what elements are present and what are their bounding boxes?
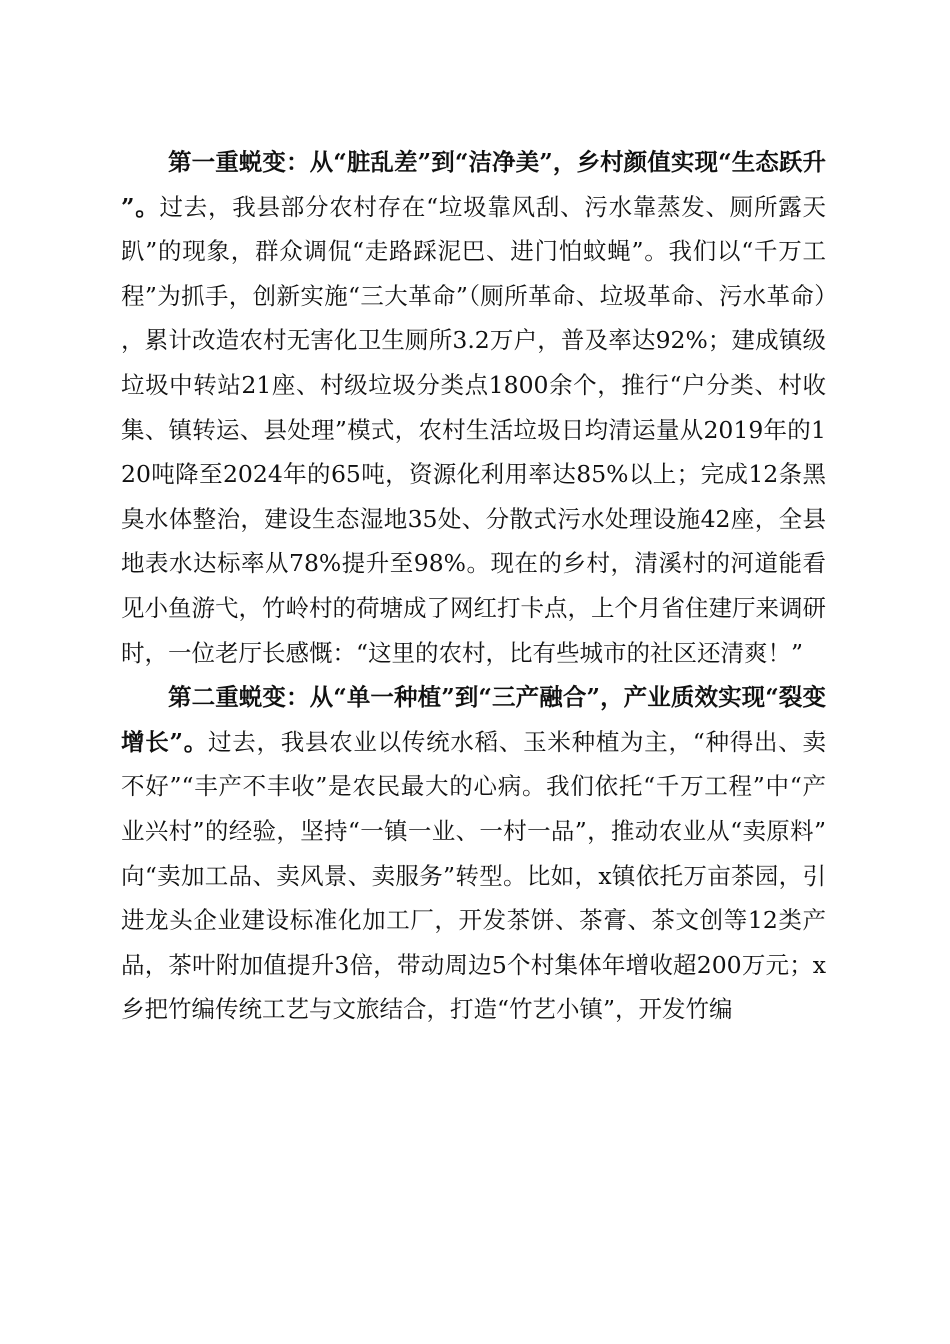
paragraph-2-body: 过去，我县农业以传统水稻、玉米种植为主，“种得出、卖不好”“丰产不丰收”是农民最大的心病。我们依托“千万工程”中“产业兴村”的经验，坚持“一镇一业、一村一品”，推动农业从“卖原料”向“卖加工品、卖风景、卖服务”转型。比如，x镇依托万亩茶园，引进龙头企业建设标准化加工厂，开发茶饼、茶膏、茶文创等12类产品，茶叶附加值提升3倍，带动周边5个村集体年增收超200万元；x乡把竹编传统工艺与文旅结合，打造“竹艺小镇”，开发竹编 <box>121 727 826 1024</box>
paragraph-2-heading: 第二重蜕变：从“单一种植”到“三产融合”，产业质效实现“裂变增长”。 <box>121 683 826 756</box>
document-body <box>121 140 826 1032</box>
paragraph-1 <box>121 140 826 675</box>
paragraph-1-body: 过去，我县部分农村存在“垃圾靠风刮、污水靠蒸发、厕所露天趴”的现象，群众调侃“走路踩泥巴、进门怕蚊蝇”。我们以“千万工程”为抓手，创新实施“三大革命”（厕所革命、垃圾革命、污水革命），累计改造农村无害化卫生厕所3.2万户，普及率达92%；建成镇级垃圾中转站21座、村级垃圾分类点1800余个，推行“户分类、村收集、镇转运、县处理”模式，农村生活垃圾日均清运量从2019年的120吨降至2024年的65吨，资源化利用率达85%以上；完成12条黑臭水体整治，建设生态湿地35处、分散式污水处理设施42座，全县地表水达标率从78%提升至98%。现在的乡村，清溪村的河道能看见小鱼游弋，竹岭村的荷塘成了网红打卡点，上个月省住建厅来调研时，一位老厅长感慨：“这里的农村，比有些城市的社区还清爽！” <box>121 192 826 667</box>
paragraph-1-heading: 第一重蜕变：从“脏乱差”到“洁净美”，乡村颜值实现“生态跃升”。 <box>121 148 826 221</box>
paragraph-2 <box>121 675 826 1032</box>
